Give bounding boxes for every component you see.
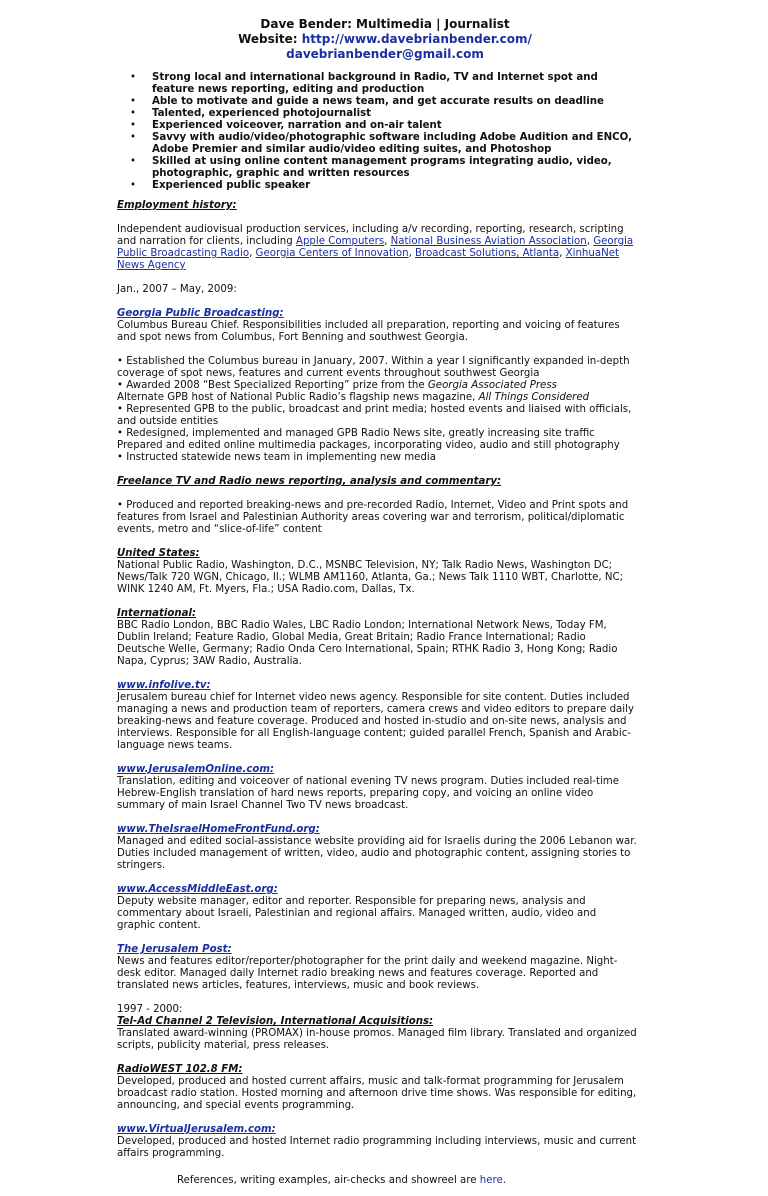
skill-item: • Able to motivate and guide a news team, and get accurate results on deadline bbox=[117, 96, 637, 108]
website-line bbox=[133, 32, 637, 47]
org-gpb[interactable]: Georgia Public Broadcasting: bbox=[117, 308, 284, 319]
references-link[interactable]: here bbox=[479, 1175, 503, 1186]
org-accessmiddleeast[interactable]: www.AccessMiddleEast.org: bbox=[117, 884, 278, 895]
org-jerusalem-post[interactable]: The Jerusalem Post: bbox=[117, 944, 232, 955]
gpb-bullet: • Redesigned, implemented and managed GPB Radio News site, greatly increasing site traffic bbox=[117, 428, 595, 439]
gpb-bullet: Prepared and edited online multimedia packages, incorporating video, audio and still photography bbox=[117, 440, 620, 451]
email-link[interactable]: davebrianbender@gmail.com bbox=[286, 47, 484, 61]
gpb-desc: Columbus Bureau Chief. Responsibilities included all preparation, reporting and voicing of features and spot news from Columbus, Fort Benning and southwest Georgia. bbox=[117, 320, 620, 343]
org-homefrontfund[interactable]: www.TheIsraelHomeFrontFund.org: bbox=[117, 824, 320, 835]
virtualjerusalem-desc: Developed, produced and hosted Internet radio programming including interviews, music and current affairs programming. bbox=[117, 1136, 637, 1159]
gpb-bullet: • Awarded 2008 “Best Specialized Reporting” prize from the Georgia Associated Press bbox=[117, 380, 557, 391]
us-heading: United States: bbox=[117, 548, 200, 559]
resume-header bbox=[133, 17, 637, 62]
homefrontfund-desc: Managed and edited social-assistance website providing aid for Israelis during the 2006 Lebanon war. Duties included management of written, video, audio and photographic content, assigning stories to stringers. bbox=[117, 836, 637, 871]
date-range: Jan., 2007 – May, 2009: bbox=[117, 284, 237, 295]
intl-desc: BBC Radio London, BBC Radio Wales, LBC Radio London; International Network News, Today FM, Dublin Ireland; Feature Radio, Global Media, Great Britain; Radio France International; Radio Deutsche Welle, Germany; Radio Onda Cero International, Spain; RTHK Radio 3, Hong Kong; Radio Napa, Cyprus; 3AW Radio, Australia. bbox=[117, 620, 618, 667]
client-link[interactable]: Georgia Centers of Innovation bbox=[255, 248, 409, 259]
freelance-desc: • Produced and reported breaking-news and pre-recorded Radio, Internet, Video and Print spots and features from Israel and Palestinian Authority areas covering war and terrorism, political/diplomatic events, metro and “slice-of-life” content bbox=[117, 500, 629, 535]
us-desc: National Public Radio, Washington, D.C., MSNBC Television, NY; Talk Radio News, Washington DC; News/Talk 720 WGN, Chicago, Il.; WLMB AM1160, Atlanta, Ga.; News Talk 1110 WBT, Charlotte, NC; WINK 1240 AM, Ft. Myers, Fla.; USA Radio.com, Dallas, Tx. bbox=[117, 560, 624, 595]
telad-date: 1997 - 2000: bbox=[117, 1004, 183, 1015]
org-virtualjerusalem[interactable]: www.VirtualJerusalem.com: bbox=[117, 1124, 276, 1135]
website-link[interactable]: http://www.davebrianbender.com/ bbox=[301, 32, 532, 46]
jerusalem-post-desc: News and features editor/reporter/photographer for the print daily and weekend magazine. Night-desk editor. Managed daily Internet radio breaking news and features coverage. Reported and translated news articles, features, interviews, music and book reviews. bbox=[117, 956, 618, 991]
client-link[interactable]: XinhuaNet News Agency bbox=[117, 248, 619, 271]
skill-item: • Experienced public speaker bbox=[117, 180, 637, 192]
org-infolive[interactable]: www.infolive.tv: bbox=[117, 680, 211, 691]
client-link[interactable]: Apple Computers bbox=[295, 236, 385, 247]
jerusalemonline-desc: Translation, editing and voiceover of national evening TV news program. Duties included real-time Hebrew-English translation of hard news reports, preparing copy, and voicing an online video summary of main Israel Channel Two TV news broadcast. bbox=[117, 776, 620, 811]
infolive-desc: Jerusalem bureau chief for Internet video news agency. Responsible for site content. Duties included managing a news and production team of reporters, camera crews and video editors to prepare daily breaking-news and feature coverage. Produced and hosted in-studio and on-site news, analysis and interviews. Responsible for all English-language content; guided parallel French, Spanish and Arabic-language news teams. bbox=[117, 692, 634, 751]
telad-desc: Translated award-winning (PROMAX) in-house promos. Managed film library. Translated and organized scripts, publicity material, press releases. bbox=[117, 1028, 637, 1051]
skill-item: • Skilled at using online content management programs integrating audio, video, photographic, graphic and written resources bbox=[117, 156, 637, 180]
skill-item: • Savvy with audio/video/photographic software including Adobe Audition and ENCO, Adobe Premier and similar audio/video editing suites, and Photoshop bbox=[117, 132, 637, 156]
skill-item: • Talented, experienced photojournalist bbox=[117, 108, 637, 120]
client-link[interactable]: National Business Aviation Association bbox=[390, 236, 587, 247]
radiowest-desc: Developed, produced and hosted current affairs, music and talk-format programming for Jerusalem broadcast radio station. Hosted morning and afternoon drive time shows. Was responsible for editing, announcing, and special events programming. bbox=[117, 1076, 637, 1111]
org-telad: Tel-Ad Channel 2 Television, International Acquisitions: bbox=[117, 1016, 434, 1027]
name-title: Dave Bender: Multimedia | Journalist bbox=[260, 17, 510, 31]
org-jerusalemonline[interactable]: www.JerusalemOnline.com: bbox=[117, 764, 275, 775]
gpb-bullet: • Established the Columbus bureau in January, 2007. Within a year I significantly expanded in-depth coverage of spot news, features and current events throughout southwest Georgia bbox=[117, 356, 630, 379]
gpb-bullet: • Instructed statewide news team in implementing new media bbox=[117, 452, 436, 463]
skills-list bbox=[117, 72, 637, 192]
resume-page bbox=[117, 17, 637, 1160]
website-label: Website: bbox=[238, 32, 298, 46]
org-radiowest: RadioWEST 102.8 FM: bbox=[117, 1064, 243, 1075]
accessmiddleeast-desc: Deputy website manager, editor and reporter. Responsible for preparing news, analysis and commentary about Israeli, Palestinian and regional affairs. Managed written, audio, video and graphic content. bbox=[117, 896, 597, 931]
gpb-bullet: • Represented GPB to the public, broadcast and print media; hosted events and liaised with officials, and outside entities bbox=[117, 404, 632, 427]
client-link[interactable]: Georgia Public Broadcasting Radio bbox=[117, 236, 634, 259]
gpb-bullet: Alternate GPB host of National Public Radio’s flagship news magazine, All Things Considered bbox=[117, 392, 590, 403]
footer-note: References, writing examples, air-checks and showreel are here. bbox=[177, 1175, 506, 1186]
intl-heading: International: bbox=[117, 608, 197, 619]
skill-item: • Strong local and international background in Radio, TV and Internet spot and feature news reporting, editing and production bbox=[117, 72, 637, 96]
freelance-heading: Freelance TV and Radio news reporting, analysis and commentary: bbox=[117, 476, 502, 487]
employment-intro: Independent audiovisual production services, including a/v recording, reporting, research, scripting and narration for clients, including Apple Computers, National Business Aviation Association, Georgia Public Broadcasting Radio, Georgia Centers of Innovation, Broadcast Solutions, Atlanta, XinhuaNet News Agency bbox=[117, 224, 634, 271]
client-link[interactable]: Broadcast Solutions, Atlanta bbox=[415, 248, 560, 259]
skill-item: • Experienced voiceover, narration and on-air talent bbox=[117, 120, 637, 132]
employment-heading: Employment history: bbox=[117, 200, 237, 211]
